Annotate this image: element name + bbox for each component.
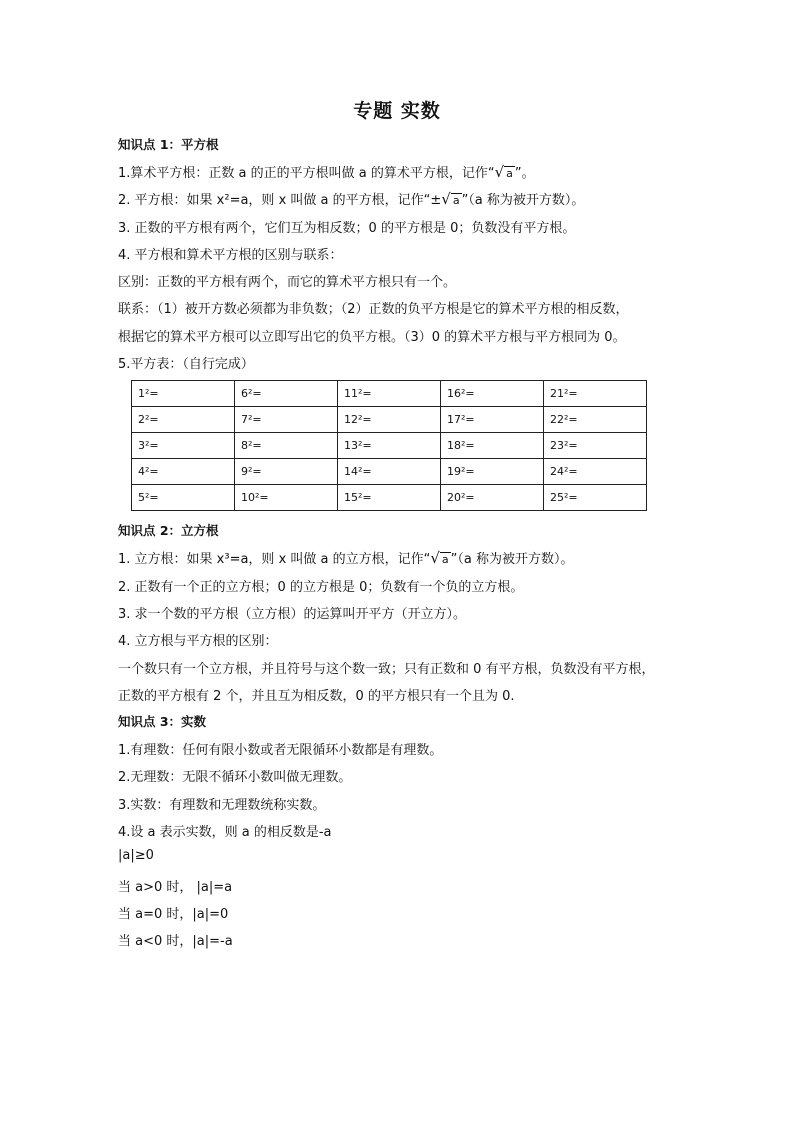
table-cell: 4²= <box>132 459 235 485</box>
table-cell: 10²= <box>235 485 338 511</box>
text-line <box>118 162 535 181</box>
text-line: 3. 正数的平方根有两个，它们互为相反数；0 的平方根是 0；负数没有平方根。 <box>118 221 576 236</box>
text-line: 当 a>0 时， |a|=a <box>118 880 233 895</box>
text-segment: ”。 <box>514 166 535 181</box>
table-cell: 23²= <box>544 433 647 459</box>
text-line <box>118 548 574 567</box>
table-cell: 5²= <box>132 485 235 511</box>
radical-sign-icon: √ <box>430 549 440 567</box>
text-line: 4. 立方根与平方根的区别： <box>118 634 278 649</box>
table-cell: 11²= <box>338 381 441 407</box>
table-row <box>132 433 647 459</box>
table-cell: 8²= <box>235 433 338 459</box>
text-segment: 1.算术平方根：正数 a 的正的平方根叫做 a 的算术平方根，记作“ <box>118 166 495 181</box>
text-segment: ”（a 称为被开方数）。 <box>450 552 574 567</box>
text-line: 2. 正数有一个正的立方根；0 的立方根是 0；负数有一个负的立方根。 <box>118 580 524 595</box>
table-cell: 15²= <box>338 485 441 511</box>
text-line: 区别：正数的平方根有两个，而它的算术平方根只有一个。 <box>118 275 457 290</box>
text-line: |a|≥0 <box>118 848 154 863</box>
text-line: 3. 求一个数的平方根（立方根）的运算叫开平方（开立方）。 <box>118 607 467 622</box>
text-line <box>118 189 584 208</box>
section-heading-square-root: 知识点 1：平方根 <box>118 137 219 152</box>
table-cell: 12²= <box>338 407 441 433</box>
table-cell: 7²= <box>235 407 338 433</box>
text-line: 根据它的算术平方根可以立即写出它的负平方根。（3）0 的算术平方根与平方根同为 0。 <box>118 330 626 345</box>
text-segment: ”（a 称为被开方数）。 <box>461 193 585 208</box>
text-line: 4.设 a 表示实数，则 a 的相反数是-a <box>118 825 332 840</box>
table-cell: 14²= <box>338 459 441 485</box>
text-segment: 1. 立方根：如果 x³=a，则 x 叫做 a 的立方根，记作“ <box>118 552 431 567</box>
text-line: 当 a<0 时，|a|=-a <box>118 934 233 949</box>
table-cell: 16²= <box>441 381 544 407</box>
text-line: 一个数只有一个立方根，并且符号与这个数一致；只有正数和 0 有平方根，负数没有平方根， <box>118 662 655 677</box>
section-heading-real-numbers: 知识点 3：实数 <box>118 714 207 729</box>
table-cell: 9²= <box>235 459 338 485</box>
text-segment: 2. 平方根：如果 x²=a，则 x 叫做 a 的平方根，记作“± <box>118 193 442 208</box>
table-cell: 25²= <box>544 485 647 511</box>
table-cell: 19²= <box>441 459 544 485</box>
text-line: 1.有理数：任何有限小数或者无限循环小数都是有理数。 <box>118 743 443 758</box>
square-table <box>131 380 647 511</box>
text-line: 正数的平方根有 2 个，并且互为相反数，0 的平方根只有一个且为 0. <box>118 689 515 704</box>
table-cell: 3²= <box>132 433 235 459</box>
text-line: 3.实数：有理数和无理数统称实数。 <box>118 798 326 813</box>
radicand: a <box>452 194 460 207</box>
table-cell: 24²= <box>544 459 647 485</box>
text-line: 当 a=0 时，|a|=0 <box>118 907 229 922</box>
radical-expression <box>430 549 450 567</box>
page-title: 专题 实数 <box>353 100 441 122</box>
radical-expression <box>495 163 515 181</box>
text-line: 2.无理数：无限不循环小数叫做无理数。 <box>118 770 352 785</box>
table-cell: 22²= <box>544 407 647 433</box>
radical-sign-icon: √ <box>494 163 505 181</box>
table-cell: 17²= <box>441 407 544 433</box>
radicand: a <box>506 167 513 180</box>
table-row <box>132 459 647 485</box>
table-row <box>132 407 647 433</box>
table-cell: 20²= <box>441 485 544 511</box>
table-cell: 18²= <box>441 433 544 459</box>
table-cell: 1²= <box>132 381 235 407</box>
table-cell: 2²= <box>132 407 235 433</box>
text-line: 联系：（1）被开方数必须都为非负数；（2）正数的负平方根是它的算术平方根的相反数， <box>118 302 629 317</box>
text-line: 5.平方表：（自行完成） <box>118 357 254 372</box>
radical-sign-icon: √ <box>441 190 451 208</box>
table-cell: 13²= <box>338 433 441 459</box>
table-cell: 6²= <box>235 381 338 407</box>
radical-expression <box>441 190 461 208</box>
table-cell: 21²= <box>544 381 647 407</box>
radicand: a <box>441 553 449 566</box>
table-row <box>132 485 647 511</box>
section-heading-cube-root: 知识点 2：立方根 <box>118 523 219 538</box>
text-line: 4. 平方根和算术平方根的区别与联系： <box>118 248 343 263</box>
table-row <box>132 381 647 407</box>
